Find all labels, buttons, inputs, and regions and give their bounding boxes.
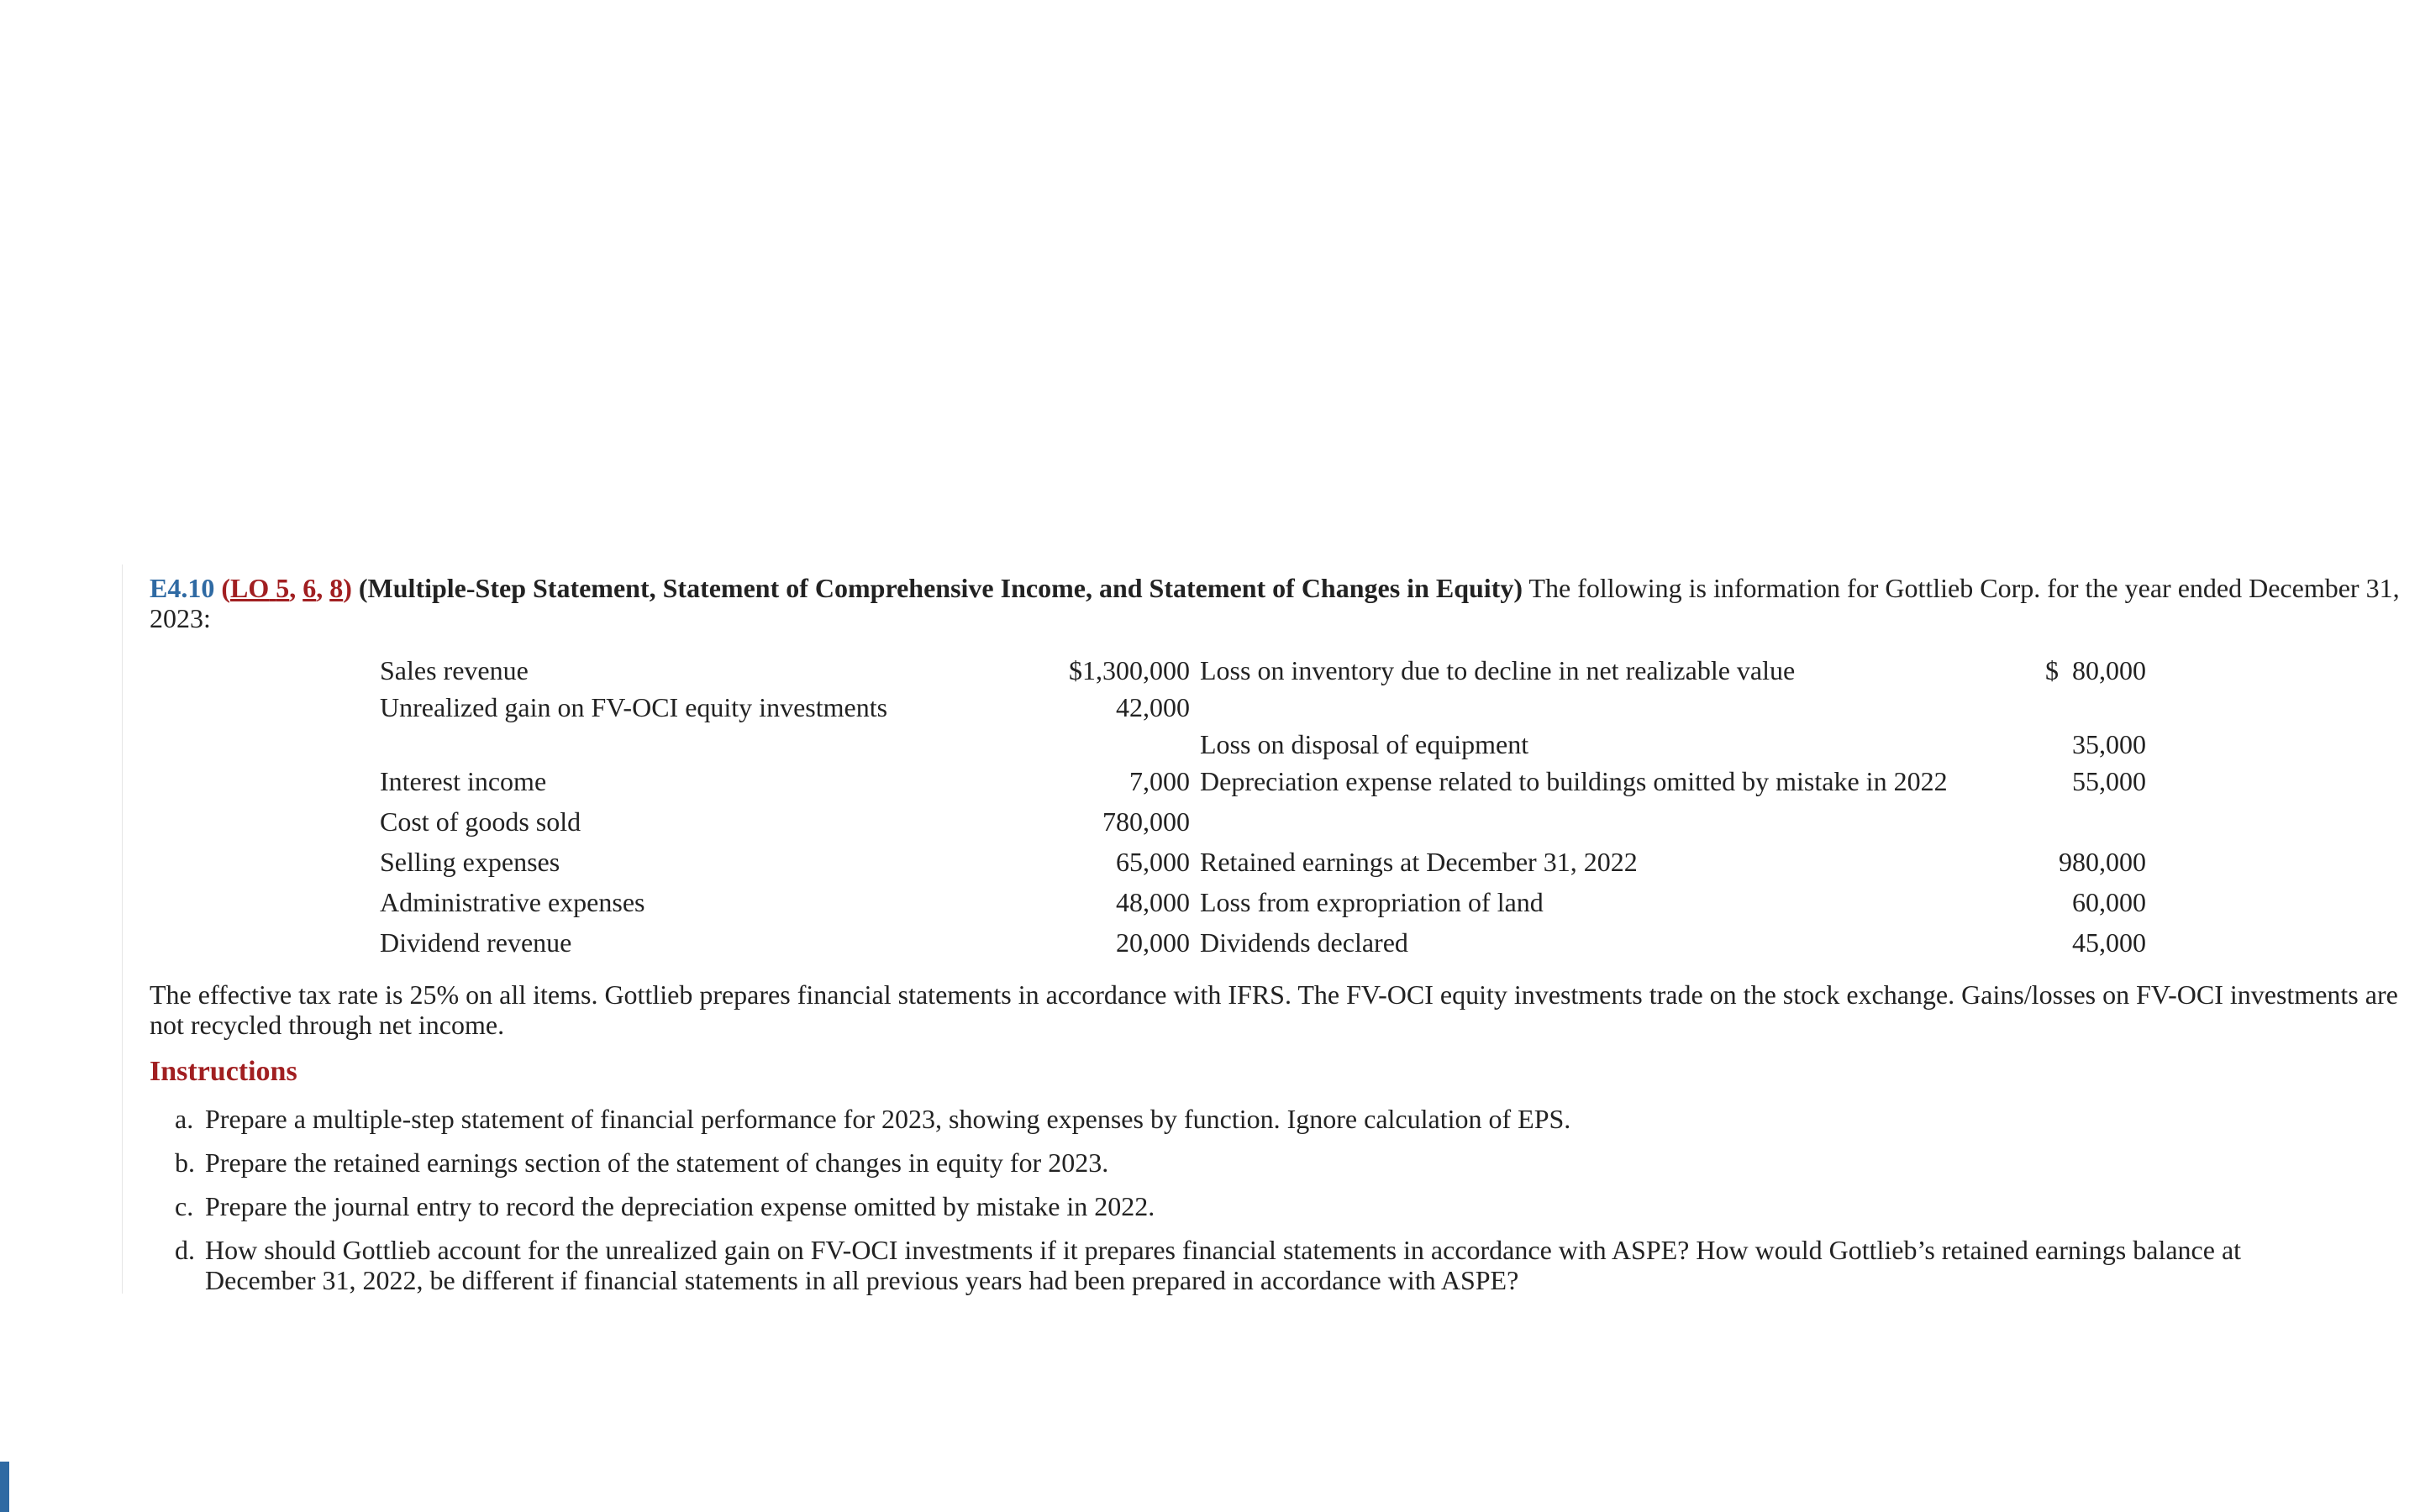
row-label-left: Cost of goods sold	[380, 806, 581, 837]
page-edge-marker	[0, 1462, 9, 1512]
row-value-left: 42,000	[1116, 692, 1190, 722]
row-value-left: 7,000	[1129, 766, 1190, 796]
list-item-text: Prepare the journal entry to record the depreciation expense omitted by mistake in 2022.	[205, 1191, 1155, 1221]
list-item-text: How should Gottlieb account for the unrealized gain on FV-OCI investments if it prepares financial statements in accordance with ASPE? How would Gottlieb’s retained earnings balance at December 31, 2022, be different if financial statements in all previous years had been prepared in accordance with ASPE?	[205, 1235, 2242, 1295]
row-label-right: Retained earnings at December 31, 2022	[1200, 847, 1638, 877]
row-value-right: 60,000	[2072, 887, 2146, 917]
table-row	[380, 922, 2146, 963]
row-label-right: Depreciation expense related to buildings omitted by mistake in 2022	[1200, 766, 1948, 796]
lo-number: 5	[276, 573, 290, 603]
row-label-left: Selling expenses	[380, 847, 560, 877]
row-label-left: Administrative expenses	[380, 887, 645, 917]
lo-link-6[interactable]: 6	[302, 573, 317, 603]
row-label-right: Loss from expropriation of land	[1200, 887, 1544, 917]
row-value-left: 780,000	[1102, 806, 1190, 837]
row-label-right: Dividends declared	[1200, 927, 1408, 958]
tax-rate-paragraph: The effective tax rate is 25% on all items. Gottlieb prepares financial statements in accordance with IFRS. The FV-OCI equity investments trade on the stock exchange. Gains/losses on FV-OCI investments are not recycled through net income.	[150, 979, 2398, 1040]
row-value-right	[2040, 801, 2146, 842]
row-label-left: Sales revenue	[380, 655, 529, 685]
row-label-right: Loss on disposal of equipment	[1200, 729, 1529, 759]
row-value-left: 20,000	[1116, 927, 1190, 958]
instructions-heading: Instructions	[150, 1056, 297, 1087]
financial-data-table	[380, 650, 2146, 963]
row-value-left: 48,000	[1116, 887, 1190, 917]
list-item	[175, 1191, 2402, 1221]
lo-link-8[interactable]: 8	[329, 573, 344, 603]
row-label-right: Loss on inventory due to decline in net realizable value	[1200, 655, 1796, 685]
row-value-right: 55,000	[2072, 766, 2146, 796]
exercise-heading	[150, 573, 2402, 633]
row-label-right	[1200, 801, 2040, 842]
list-item	[175, 1235, 2402, 1295]
row-value-left: $1,300,000	[1069, 655, 1190, 685]
list-item	[175, 1104, 2402, 1134]
left-margin-rule	[122, 564, 123, 1294]
list-item-text: Prepare the retained earnings section of the statement of changes in equity for 2023.	[205, 1147, 1109, 1178]
table-row	[380, 882, 2146, 922]
lo-link-5[interactable]	[230, 573, 289, 603]
list-marker: c.	[175, 1191, 194, 1221]
exercise-intro: The following is information for Gottlieb Corp. for the year ended December 31, 2023:	[150, 573, 2400, 633]
table-row	[380, 690, 2146, 761]
table-row	[380, 801, 2146, 842]
row-label-left: Unrealized gain on FV-OCI equity investments	[380, 692, 888, 722]
row-value-right: $ 80,000	[2045, 655, 2146, 685]
table-row	[380, 650, 2146, 690]
table-row	[380, 761, 2146, 801]
row-label-left: Dividend revenue	[380, 927, 572, 958]
list-marker: b.	[175, 1147, 195, 1178]
row-value-right: 45,000	[2072, 927, 2146, 958]
row-value-left: 65,000	[1116, 847, 1190, 877]
exercise-number: E4.10	[150, 573, 215, 603]
row-value-right: 35,000	[2072, 729, 2146, 759]
list-marker: a.	[175, 1104, 194, 1134]
exercise-block	[150, 573, 2402, 1309]
learning-objectives: (LO 5, 6, 8)	[221, 573, 352, 603]
table-row	[380, 842, 2146, 882]
list-item	[175, 1147, 2402, 1178]
list-marker: d.	[175, 1235, 195, 1265]
lo-prefix: LO	[230, 573, 270, 603]
row-label-left: Interest income	[380, 766, 547, 796]
list-item-text: Prepare a multiple-step statement of financial performance for 2023, showing expenses by function. Ignore calculation of EPS.	[205, 1104, 1571, 1134]
exercise-title: (Multiple-Step Statement, Statement of Comprehensive Income, and Statement of Changes in Equity)	[358, 573, 1523, 603]
instructions-list	[150, 1104, 2402, 1295]
row-value-right: 980,000	[2059, 847, 2146, 877]
